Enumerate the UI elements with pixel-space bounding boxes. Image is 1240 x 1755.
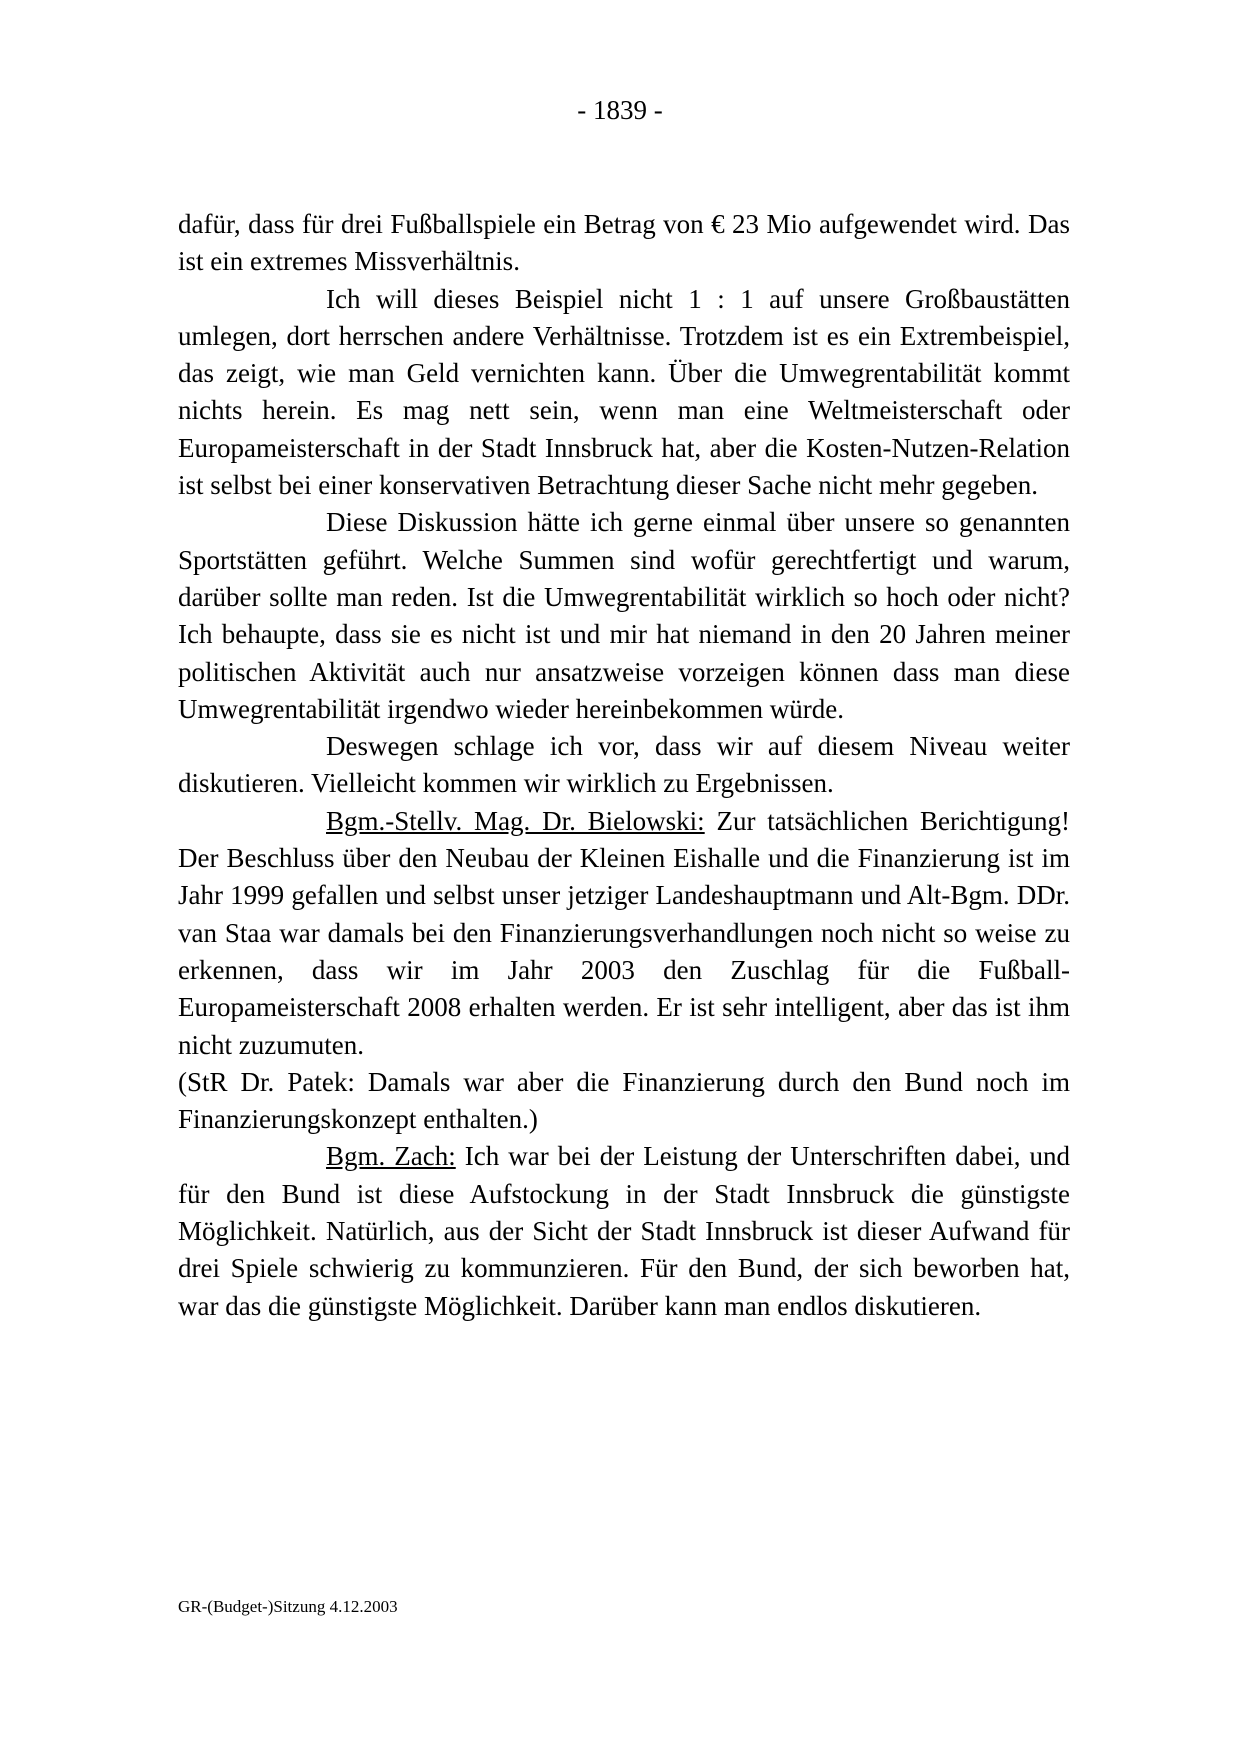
paragraph bbox=[178, 728, 1070, 803]
speaker-name: Bgm.-Stellv. Mag. Dr. Bielowski: bbox=[326, 805, 705, 836]
document-body bbox=[178, 206, 1070, 1325]
paragraph-text: Ich will dieses Beispiel nicht 1 : 1 auf unsere Großbaustätten umlegen, dort herrschen andere Verhältnisse. Trotzdem ist es ein Extrembeispiel, das zeigt, wie man Geld vernichten kann. Über die Umwegrentabilität kommt nichts herein. Es mag nett sein, wenn man eine Weltmeisterschaft oder Europameisterschaft in der Stadt Innsbruck hat, aber die Kosten-Nutzen-Relation ist selbst bei einer konservativen Betrachtung dieser Sache nicht mehr gegeben. bbox=[178, 283, 1070, 501]
interjection-text: (StR Dr. Patek: Damals war aber die Finanzierung durch den Bund noch im Finanzierungskonzept enthalten.) bbox=[178, 1066, 1070, 1135]
page-footer: GR-(Budget-)Sitzung 4.12.2003 bbox=[178, 1597, 398, 1616]
paragraph bbox=[178, 281, 1070, 505]
speaker-name: Bgm. Zach: bbox=[326, 1141, 456, 1172]
speech-text: Ich war bei der Leistung der Unterschriften dabei, und für den Bund ist diese Aufstockung in der Stadt Innsbruck die günstigste Möglichkeit. Natürlich, aus der Sicht der Stadt Innsbruck ist dieser Aufwand für drei Spiele schwierig zu kommunzieren. Für den Bund, der sich beworben hat, war das die günstigste Möglichkeit. Darüber kann man endlos diskutieren. bbox=[178, 1141, 1070, 1321]
paragraph-continuation bbox=[178, 206, 1070, 281]
speech-text: Zur tatsächlichen Berichtigung! Der Beschluss über den Neubau der Kleinen Eishalle und die Finanzierung ist im Jahr 1999 gefallen und selbst unser jetziger Landeshauptmann und Alt-Bgm. DDr. van Staa war damals bei den Finanzierungsverhandlungen noch nicht so weise zu erkennen, dass wir im Jahr 2003 den Zuschlag für die Fußball-Europameisterschaft 2008 erhalten werden. Er ist sehr intelligent, aber das ist ihm nicht zuzumuten. bbox=[178, 805, 1070, 1060]
paragraph-text: Deswegen schlage ich vor, dass wir auf diesem Niveau weiter diskutieren. Vielleicht kommen wir wirklich zu Ergebnissen. bbox=[178, 731, 1070, 799]
paragraph-text: Diese Diskussion hätte ich gerne einmal über unsere so genannten Sportstätten geführt. Welche Summen sind wofür gerechtfertigt und warum, darüber sollte man reden. Ist die Umwegrentabilität wirklich so hoch oder nicht? Ich behaupte, dass sie es nicht ist und mir hat niemand in den 20 Jahren meiner politischen Aktivität auch nur ansatzweise vorzeigen können dass man diese Umwegrentabilität irgendwo wieder hereinbekommen würde. bbox=[178, 507, 1070, 724]
paragraph bbox=[178, 504, 1070, 728]
page-number: - 1839 - bbox=[577, 95, 663, 125]
speech-paragraph bbox=[178, 1138, 1070, 1324]
interjection bbox=[178, 1064, 1070, 1139]
paragraph-text: dafür, dass für drei Fußballspiele ein Betrag von € 23 Mio aufgewendet wird. Das ist ein extremes Missverhältnis. bbox=[178, 209, 1070, 277]
speech-paragraph bbox=[178, 803, 1070, 1064]
